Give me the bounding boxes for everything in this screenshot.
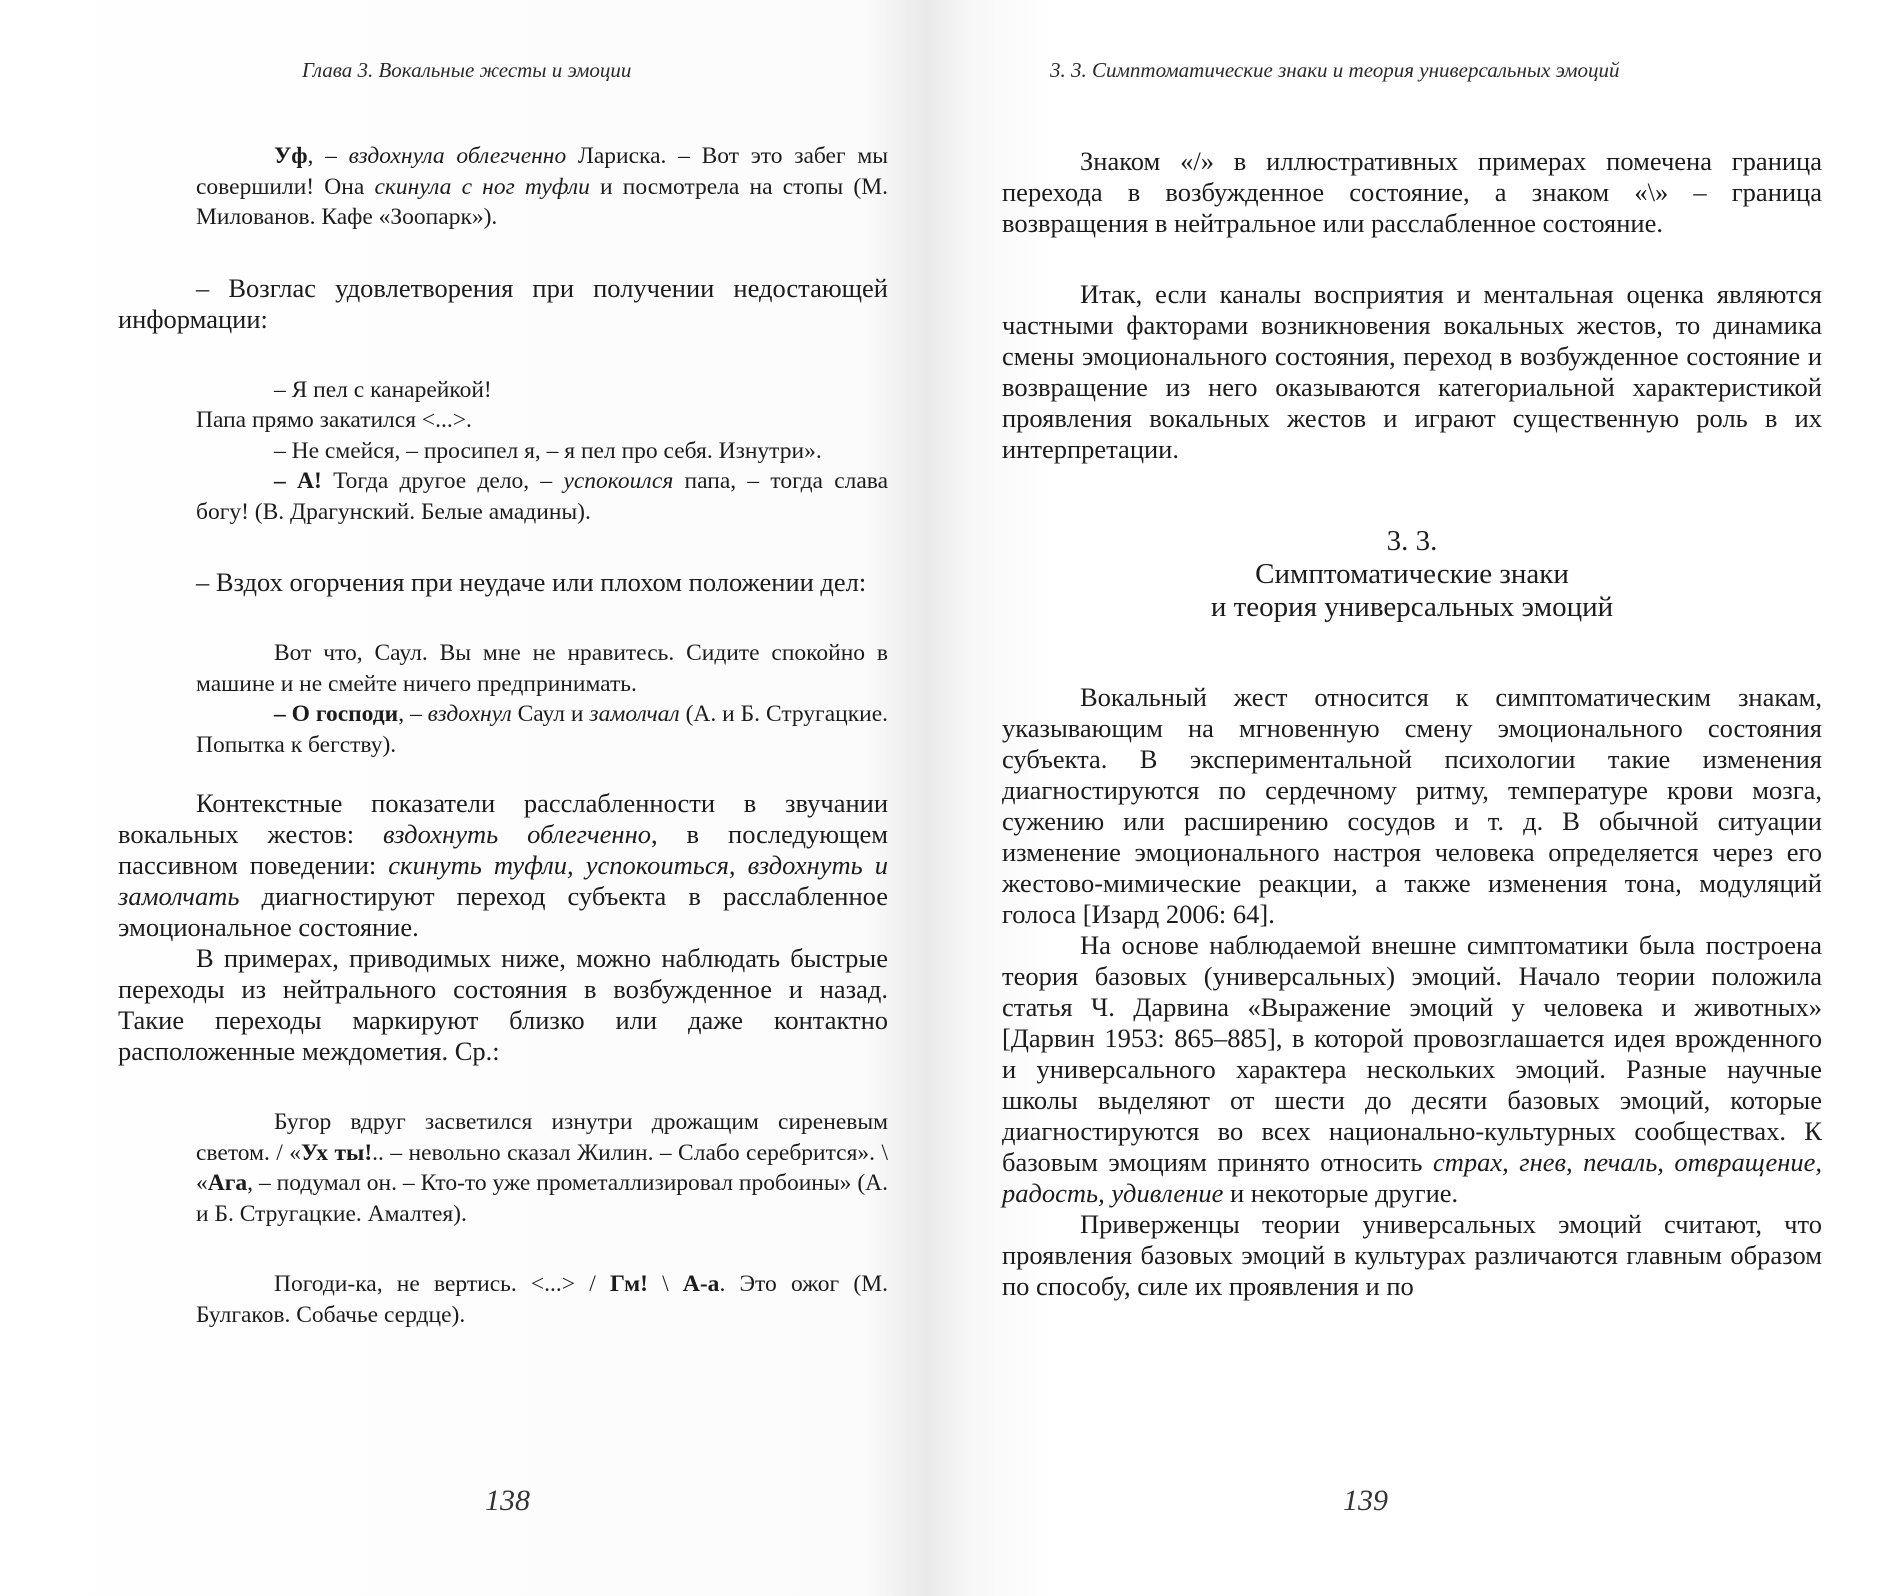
quote-paragraph xyxy=(196,1107,888,1229)
quote-text: папа, – тогда слава богу! (В. Драгунский. Белые амадины). xyxy=(196,468,889,525)
interjection: Уф xyxy=(274,143,308,169)
interjection: Ух ты! xyxy=(300,1139,373,1166)
quote-text: , – xyxy=(398,701,428,727)
interjection: – А! xyxy=(274,468,322,494)
left-page-text xyxy=(118,141,888,1330)
quote-text: .. – невольно сказал Жилин. – Слабо серебрится». \ « xyxy=(196,1139,888,1196)
left-page xyxy=(0,0,930,1596)
interjection: Ага xyxy=(207,1170,248,1196)
section-title-line1: Симптоматические знаки xyxy=(1255,558,1569,590)
body-italic: страх, гнев, печаль, отвращение, радость, удивление xyxy=(1002,1147,1823,1208)
paragraph-signs: Знаком «/» в иллюстративных примерах помечена граница перехода в возбужденное состояние, а знаком «\» – граница возвращения в нейтральное или расслабленное состояние. xyxy=(1002,146,1822,238)
running-head-left: Глава 3. Вокальные жесты и эмоции xyxy=(302,58,632,82)
quote-line: Вот что, Саул. Вы мне не нравитесь. Сидите спокойно в машине и не смейте ничего предпринимать. xyxy=(196,640,888,697)
right-page-text xyxy=(1002,146,1822,1302)
body-text: , в последующем пассивном поведении: xyxy=(118,819,888,880)
section-number: 3. 3. xyxy=(1386,525,1438,557)
body-text: и некоторые другие. xyxy=(1223,1178,1459,1208)
quote-text: Бугор вдруг засветился изнутри дрожащим сиреневым светом. / « xyxy=(196,1109,888,1166)
quote-text: и посмотрела на стопы (М. Милованов. Кафе «Зоопарк»). xyxy=(196,173,888,230)
quote-paragraph xyxy=(196,141,888,233)
quote-italic: успокоился xyxy=(563,468,674,494)
quote-italic: скинула с ног туфли xyxy=(374,173,590,200)
body-text: диагностируют переход субъекта в расслабленное эмоциональное состояние. xyxy=(118,881,888,942)
paragraph-vocal-gesture: Вокальный жест относится к симптоматическим знакам, указывающим на мгновенную смену эмоционального состояния субъекта. В экспериментальной психологии такие изменения диагностируются по сердечному ритму, температуре крови мозга, сужению или расширению сосудов и т. д. В обычной ситуации изменение эмоционального настроя человека определяется через его жестово-мимические реакции, а также изменения тона, модуляций голоса [Изард 2006: 64]. xyxy=(1002,682,1822,929)
quote-strugatsky-escape xyxy=(196,638,888,760)
quote-larisa xyxy=(196,141,888,233)
paragraph-examples: В примерах, приводимых ниже, можно наблюдать быстрые переходы из нейтрального состояния в возбужденное и назад. Такие переходы маркируют близко или даже контактно расположенные междометия. Ср.: xyxy=(118,943,888,1066)
body-italic: скинуть туфли, успокоиться, вздохнуть и замолчать xyxy=(118,850,888,911)
page-number-right: 139 xyxy=(1343,1484,1388,1517)
quote-line: Папа прямо закатился <...>. xyxy=(196,407,472,433)
quote-text: Лариска. – Вот это забег мы совершили! Она xyxy=(196,143,889,200)
quote-text: . Это ожог (М. Булгаков. Собачье сердце). xyxy=(196,1271,888,1328)
quote-paragraph xyxy=(196,1269,888,1330)
quote-amalthea xyxy=(196,1107,888,1229)
paragraph-channels: Итак, если каналы восприятия и ментальная оценка являются частными факторами возникновения вокальных жестов, то динамика смены эмоционального состояния, переход в возбужденное состояние и возвращение из него оказываются категориальной характеристикой проявления вокальных жестов и играют существенную роль в их интерпретации. xyxy=(1002,279,1822,464)
page-number-left: 138 xyxy=(485,1484,530,1517)
quote-text: , – подумал он. – Кто-то уже прометаллизировал пробоины» (А. и Б. Стругацкие. Амалтея). xyxy=(196,1170,888,1227)
paragraph-sigh: – Вздох огорчения при неудаче или плохом положении дел: xyxy=(196,567,867,597)
quote-italic: вздохнула облегченно xyxy=(348,143,567,169)
paragraph-darwin xyxy=(1002,930,1822,1209)
quote-text: , – xyxy=(307,143,349,169)
quote-line xyxy=(196,699,888,760)
quote-italic: вздохнул xyxy=(427,701,512,727)
body-text: Контекстные показатели расслабленности в звучании вокальных жестов: xyxy=(118,788,888,849)
quote-text: Погоди-ка, не вертись. <...> / xyxy=(274,1271,611,1297)
running-head-right: 3. 3. Симптоматические знаки и теория универсальных эмоций xyxy=(1050,58,1620,82)
quote-text: Саул и xyxy=(511,701,590,727)
interjection: Гм! xyxy=(610,1271,648,1297)
section-title-line2: и теория универсальных эмоций xyxy=(1210,591,1614,623)
quote-italic: замолчал xyxy=(589,701,680,727)
quote-text: (А. и Б. Стругацкие. Попытка к бегству). xyxy=(196,701,889,758)
quote-line: – Не смейся, – просипел я, – я пел про себя. Изнутри». xyxy=(274,437,822,464)
interjection: – О господи xyxy=(274,701,399,727)
interjection: А-а xyxy=(682,1271,720,1297)
paragraph-context xyxy=(118,788,888,943)
paragraph-satisfaction: – Возглас удовлетворения при получении недостающей информации: xyxy=(118,272,888,334)
quote-dragunsky xyxy=(196,375,888,528)
quote-bulgakov xyxy=(196,1269,888,1330)
paragraph-adherents: Приверженцы теории универсальных эмоций считают, что проявления базовых эмоций в культурах различаются главным образом по способу, силе их проявления и по xyxy=(1002,1209,1822,1301)
body-text: На основе наблюдаемой внешне симптоматики была построена теория базовых (универсальных) эмоций. Начало теории положила статья Ч. Дарвина «Выражение эмоций у человека и животных» [Дарвин 1953: 865–885], в которой провозглашается идея врожденного и универсального характера нескольких эмоций. Разные научные школы выделяют от шести до десяти базовых эмоций, которые диагностируются во всех национально-культурных сообществах. К базовым эмоциям принято относить xyxy=(1002,930,1822,1177)
quote-line xyxy=(196,466,888,527)
quote-line: – Я пел с канарейкой! xyxy=(274,376,492,403)
right-page xyxy=(940,0,1881,1596)
quote-text: \ xyxy=(647,1271,683,1297)
body-italic: вздохнуть облегченно xyxy=(383,819,651,849)
quote-text: Тогда другое дело, – xyxy=(321,468,564,494)
